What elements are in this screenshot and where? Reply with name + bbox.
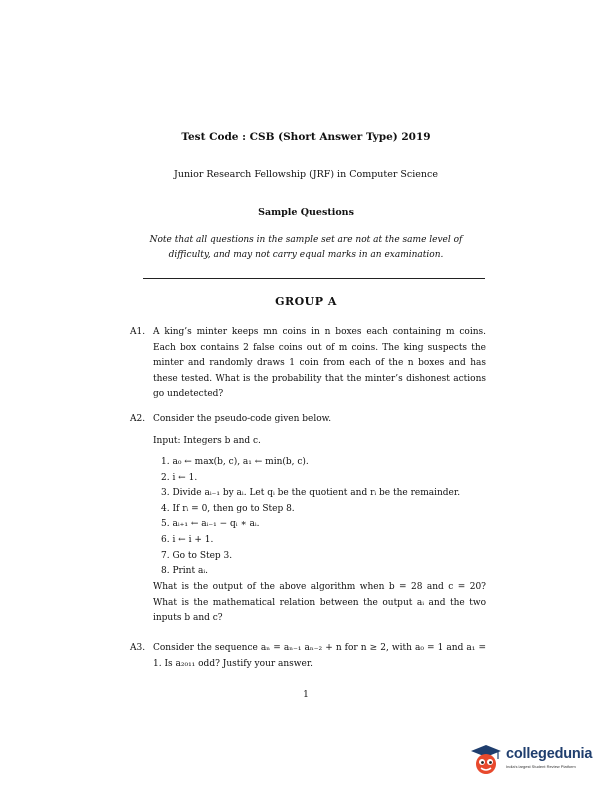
pseudo-code-step: 5. aᵢ₊₁ ← aᵢ₋₁ − qᵢ ∗ aᵢ. bbox=[161, 519, 260, 530]
pseudo-code-steps bbox=[161, 455, 460, 580]
pseudo-code-step: 4. If rᵢ = 0, then go to Step 8. bbox=[161, 503, 295, 514]
question-text: Consider the sequence aₙ = aₙ₋₁ aₙ₋₂ + n for n ≥ 2, with a₀ = 1 and a₁ = 1. Is a₂₀₁₁ odd? Justify your answer. bbox=[153, 643, 486, 669]
question-text: A king’s minter keeps mn coins in n boxes each containing m coins. Each box contains 2 false coins out of m coins. The king suspects the minter and randomly draws 1 coin from each of the n boxes and has these tested. What is the probability that the minter’s dishonest actions go undetected? bbox=[153, 327, 486, 399]
pseudo-code-step: 1. a₀ ← max(b, c), a₁ ← min(b, c). bbox=[161, 457, 309, 467]
logo-wordmark: collegedunia bbox=[506, 746, 593, 762]
section-heading: Sample Questions bbox=[258, 207, 354, 218]
fellowship-subtitle: Junior Research Fellowship (JRF) in Computer Science bbox=[174, 169, 438, 180]
pseudo-code-step: 6. i ← i + 1. bbox=[161, 534, 214, 545]
pseudo-code-step: 2. i ← 1. bbox=[161, 472, 198, 483]
horizontal-rule bbox=[143, 278, 485, 279]
page-number: 1 bbox=[303, 690, 309, 700]
test-code-title: Test Code : CSB (Short Answer Type) 2019 bbox=[181, 131, 431, 143]
group-title: GROUP A bbox=[275, 295, 337, 308]
question-a2 bbox=[130, 412, 486, 428]
question-a3 bbox=[130, 641, 486, 672]
question-followup: What is the output of the above algorithm when b = 28 and c = 20? What is the mathematical relation between the output aᵢ and the two inputs b and c? bbox=[153, 582, 486, 623]
graduate-cap-mascot-icon bbox=[468, 742, 504, 778]
question-a1 bbox=[130, 325, 486, 403]
instruction-note: Note that all questions in the sample set are not at the same level of difficulty, and may not carry equal marks in an examination. bbox=[149, 235, 463, 260]
pseudo-code-input: Input: Integers b and c. bbox=[153, 436, 261, 446]
question-number: A3. bbox=[130, 643, 146, 653]
pseudo-code-step: 7. Go to Step 3. bbox=[161, 550, 233, 561]
pseudo-code-step: 3. Divide aᵢ₋₁ by aᵢ. Let qᵢ be the quotient and rᵢ be the remainder. bbox=[161, 488, 461, 499]
logo-tagline: India's largest Student Review Platform bbox=[506, 764, 576, 769]
question-number: A1. bbox=[130, 327, 146, 337]
question-intro: Consider the pseudo-code given below. bbox=[153, 414, 332, 424]
pseudo-code-step: 8. Print aᵢ. bbox=[161, 566, 208, 577]
question-number: A2. bbox=[130, 414, 146, 424]
collegedunia-logo[interactable] bbox=[468, 742, 598, 782]
